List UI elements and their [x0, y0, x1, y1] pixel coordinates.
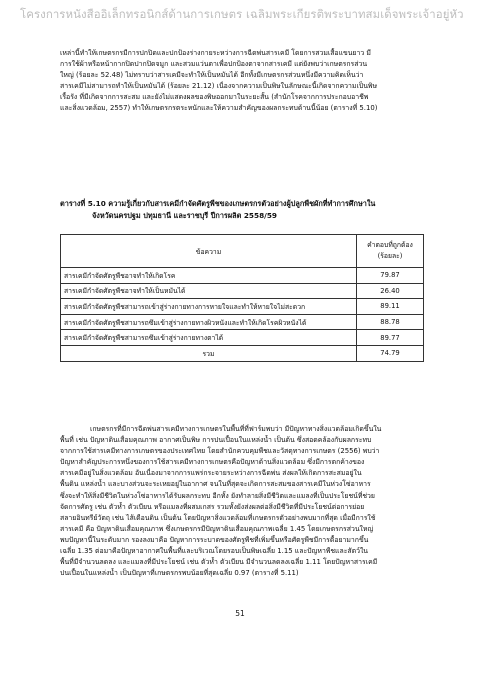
text-line: เหล่านี้ทำให้เกษตรกรมีการปกปิดและปกป้องร่างกายระหว่างการฉีดพ่นสารเคมี โดยการสวมเสื้อแขนยาว มี: [60, 49, 371, 57]
row-value: 89.77: [357, 330, 424, 346]
row-value: 88.78: [357, 314, 424, 330]
intro-paragraph: [60, 48, 432, 115]
table-row: [61, 330, 424, 346]
table-row: [61, 268, 424, 284]
text-line: ซึ่งจะทำให้สิ่งมีชีวิตในห่วงโซ่อาหารได้รับผลกระทบ อีกทั้ง ยังทำลายสิ่งมีชีวิตและแมลงที่เป็นประโยชน์ที่ช่วย: [60, 491, 375, 500]
row-value: 79.87: [357, 268, 424, 284]
total-value: 74.79: [357, 345, 424, 361]
text-line: ปนเปื้อนในแหล่งน้ำ เป็นปัญหาที่เกษตรกรพบน้อยที่สุดเฉลี่ย 0.97 (ตารางที่ 5.11): [60, 569, 299, 578]
text-line: เรื้อรัง ที่มีเกิดจากการสะสม และยังไม่แสดงผลของพิษออกมาในระยะสั้น (สำนักโรคจากการประกอบอาชีพ: [60, 93, 369, 102]
header-watermark: โครงการหนังสืออิเล็กทรอนิกส์ด้านการเกษตร เฉลิมพระเกียรติพระบาทสมเด็จพระเจ้าอยู่หัว: [20, 7, 464, 21]
row-statement: สารเคมีกำจัดศัตรูพืชสามารถซึมเข้าสู่ร่างกายทางตาได้: [61, 330, 357, 346]
table-caption-line2: จังหวัดนครปฐม ปทุมธานี และราชบุรี ปีการผลิต 2558/59: [92, 211, 277, 220]
text-line: จากการใช้สารเคมีทางการเกษตรของประเทศไทย โดยสำนักควบคุมพืชและวัสดุทางการเกษตร (2556) พบว่า: [60, 447, 380, 456]
table-caption-line1: ตารางที่ 5.10 ความรู้เกี่ยวกับสารเคมีกำจัดศัตรูพืชของเกษตรกรตัวอย่างผู้ปลูกพืชผักที่ทำการศึกษาใน: [60, 199, 376, 208]
table-total-row: [61, 345, 424, 361]
header-statement: ข้อความ: [61, 235, 357, 268]
text-line: เฉลี่ย 1.35 ต่อมาคือปัญหาอากาศในพื้นที่และบริเวณโดยรอบเป็นพิษเฉลี่ย 1.15 และปัญหาพืชและสัตว์ใน: [60, 547, 369, 556]
text-line: สารเคมีไม่สามารถทำให้เป็นหมันได้ (ร้อยละ 21.12) เนื่องจากความเป็นพิษในลักษณะนี้เกิดจากความเป็นพิษ: [60, 82, 377, 91]
text-line: สลายอินทรีย์วัตถุ เช่น ไส้เดือนดิน เป็นต้น โดยปัญหาสิ่งแวดล้อมที่เกษตรกรตัวอย่างพบมากที่สุด เมื่อมีการใช้: [60, 513, 376, 522]
total-label: รวม: [61, 345, 357, 361]
row-statement: สารเคมีกำจัดศัตรูพืชสามารถซึมเข้าสู่ร่างกายทางผิวหนังและทำให้เกิดโรคผิวหนังได้: [61, 314, 357, 330]
row-statement: สารเคมีกำจัดศัตรูพืชสามารถเข้าสู่ร่างกายทางการหายใจและทำให้หายใจไม่สะดวก: [61, 299, 357, 315]
row-statement: สารเคมีกำจัดศัตรูพืชอาจทำให้เป็นหมันได้: [61, 283, 357, 299]
header-correct-answer-label: คำตอบที่ถูกต้อง: [367, 241, 413, 249]
body-paragraph: [60, 424, 432, 579]
knowledge-table: [60, 234, 424, 362]
text-line: เกษตรกรที่มีการฉีดพ่นสารเคมีทางการเกษตรในพื้นที่ที่ฟาร์มพบว่า มีปัญหาทางสิ่งแวดล้อมเกิดขึ้นใน: [90, 425, 382, 433]
table-caption: [60, 198, 440, 222]
text-line: พื้นที่มีจำนวนลดลง และแมลงที่มีประโยชน์ เช่น ตัวห้ำ ตัวเบียน มีจำนวนลดลงเฉลี่ย 1.11 โดยปัญหาสารเคมี: [60, 558, 378, 567]
header-correct-answer: [357, 235, 424, 268]
table-header-row: [61, 235, 424, 268]
text-line: ปัญหาสำคัญประการหนึ่งของการใช้สารเคมีทางการเกษตรคือปัญหาด้านสิ่งแวดล้อม ซึ่งมีการตกค้างของ: [60, 458, 365, 467]
header-percent-label: (ร้อยละ): [377, 252, 403, 260]
text-line: พื้นดิน แหล่งน้ำ และบางส่วนจะระเหยอยู่ในอากาศ จนในที่สุดจะเกิดการสะสมของสารเคมีในห่วงโซ่อาหาร: [60, 480, 371, 489]
table-row: [61, 314, 424, 330]
row-statement: สารเคมีกำจัดศัตรูพืชอาจทำให้เกิดโรค: [61, 268, 357, 284]
text-line: ใหญ่ (ร้อยละ 52.48) ไม่ทราบว่าสารเคมีจะทำให้เป็นหมันได้ อีกทั้งมีเกษตรกรส่วนหนึ่งมีความคิดเห็นว่า: [60, 71, 364, 80]
text-line: พบปัญหานี้ในระดับมาก รองลงมาคือ ปัญหาการระบาดของศัตรูพืชที่เพิ่มขึ้นหรือศัตรูพืชมีการดื้อยามากขึ้น: [60, 535, 369, 544]
text-line: พื้นที่ เช่น ปัญหาดินเสื่อมคุณภาพ อากาศเป็นพิษ การปนเปื้อนในแหล่งน้ำ เป็นต้น ซึ่งสอดคล้องกับผลกระทบ: [60, 436, 372, 445]
text-line: และสิ่งแวดล้อม, 2557) ทำให้เกษตรกรตระหนักและให้ความสำคัญของผลกระทบด้านนี้น้อย (ตารางที่ 5.10): [60, 104, 378, 113]
table-row: [61, 299, 424, 315]
page-number: 51: [235, 609, 245, 618]
text-line: การใช้ผ้าหรือหน้ากากปิดปากปิดจมูก และสวมแว่นตาเพื่อปกป้องตาจากสารเคมี แต่ยังพบว่าเกษตรกรส่วน: [60, 60, 368, 69]
table-row: [61, 283, 424, 299]
row-value: 26.40: [357, 283, 424, 299]
row-value: 89.11: [357, 299, 424, 315]
text-line: สารเคมีอยู่ในสิ่งแวดล้อม อันเนื่องมาจากการแพร่กระจายระหว่างการฉีดพ่น ส่งผลให้เกิดการสะสมอยู่ใน: [60, 469, 362, 478]
text-line: สารเคมี คือ ปัญหาดินเสื่อมคุณภาพ ซึ่งเกษตรกรมีปัญหาดินเสื่อมคุณภาพเฉลี่ย 1.45 โดยเกษตรกรส่วนใหญ่: [60, 524, 374, 533]
text-line: จัดการศัตรู เช่น ตัวห้ำ ตัวเบียน หรือแมลงที่ผสมเกสร รวมทั้งยังส่งผลต่อสิ่งมีชีวิตที่มีประโยชน์ต่อการย่อย: [60, 502, 365, 511]
